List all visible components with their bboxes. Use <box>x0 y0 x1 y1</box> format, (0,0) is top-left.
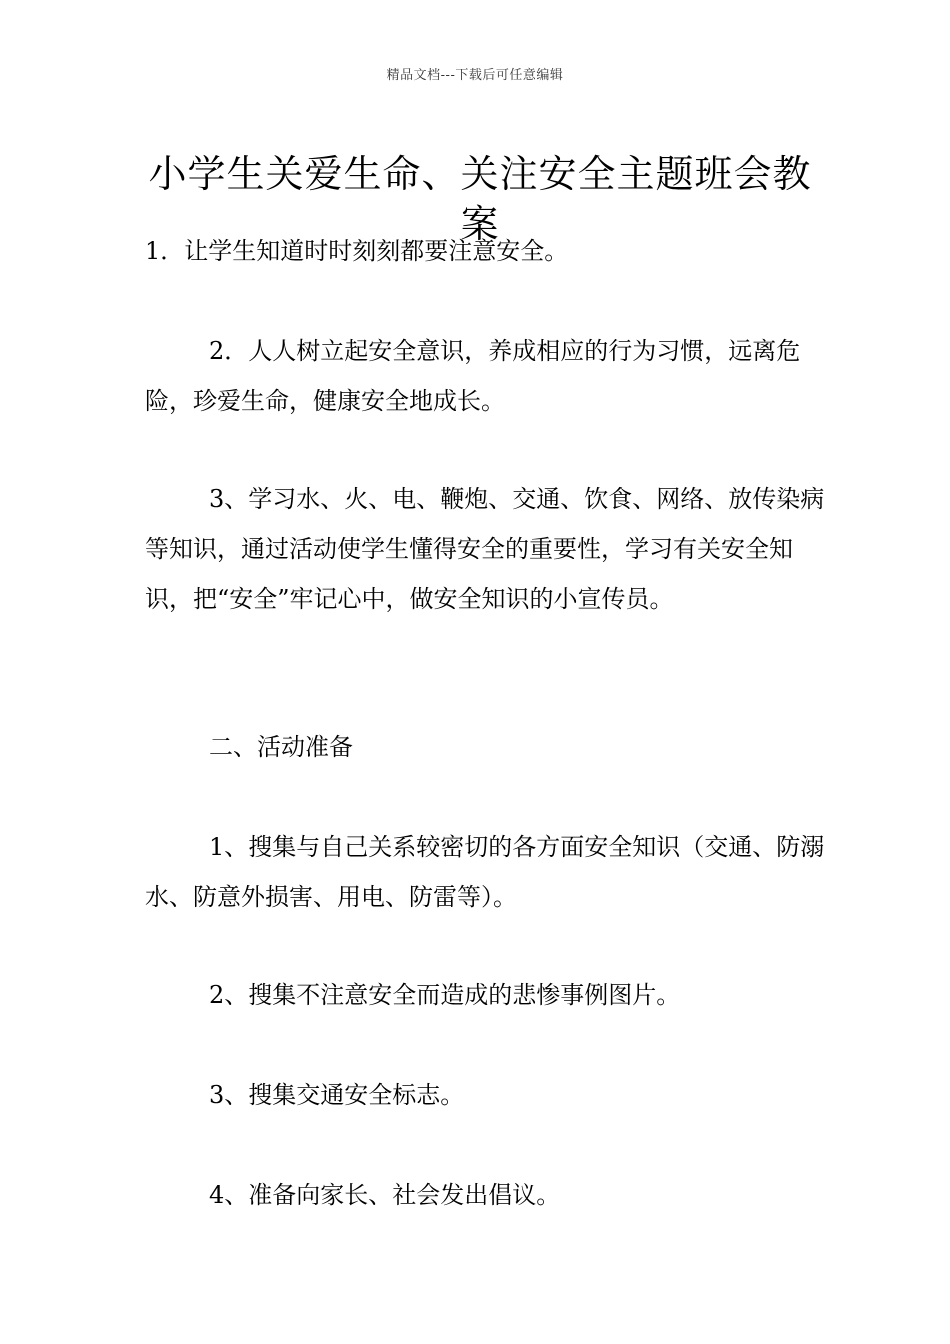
section-heading-preparation: 二、活动准备 <box>209 733 353 761</box>
page-header-note: 精品文档---下载后可任意编辑 <box>386 68 564 83</box>
document-title: 小学生关爱生命、关注安全主题班会教案 <box>148 152 812 247</box>
paragraph-prep-3: 3、搜集交通安全标志。 <box>209 1081 465 1109</box>
paragraph-prep-2: 2、搜集不注意安全而造成的悲惨事例图片。 <box>209 981 681 1009</box>
paragraph-goal-2: 2．人人树立起安全意识，养成相应的行为习惯，远离危险，珍爱生命，健康安全地成长。 <box>145 337 801 415</box>
paragraph-goal-1: 1．让学生知道时时刻刻都要注意安全。 <box>145 237 569 265</box>
paragraph-goal-3: 3、学习水、火、电、鞭炮、交通、饮食、网络、放传染病等知识，通过活动使学生懂得安全的重要性，学习有关安全知识，把“安全”牢记心中，做安全知识的小宣传员。 <box>145 485 825 613</box>
paragraph-prep-1: 1、搜集与自己关系较密切的各方面安全知识（交通、防溺水、防意外损害、用电、防雷等）。 <box>145 833 825 911</box>
paragraph-prep-4: 4、准备向家长、社会发出倡议。 <box>209 1181 561 1209</box>
